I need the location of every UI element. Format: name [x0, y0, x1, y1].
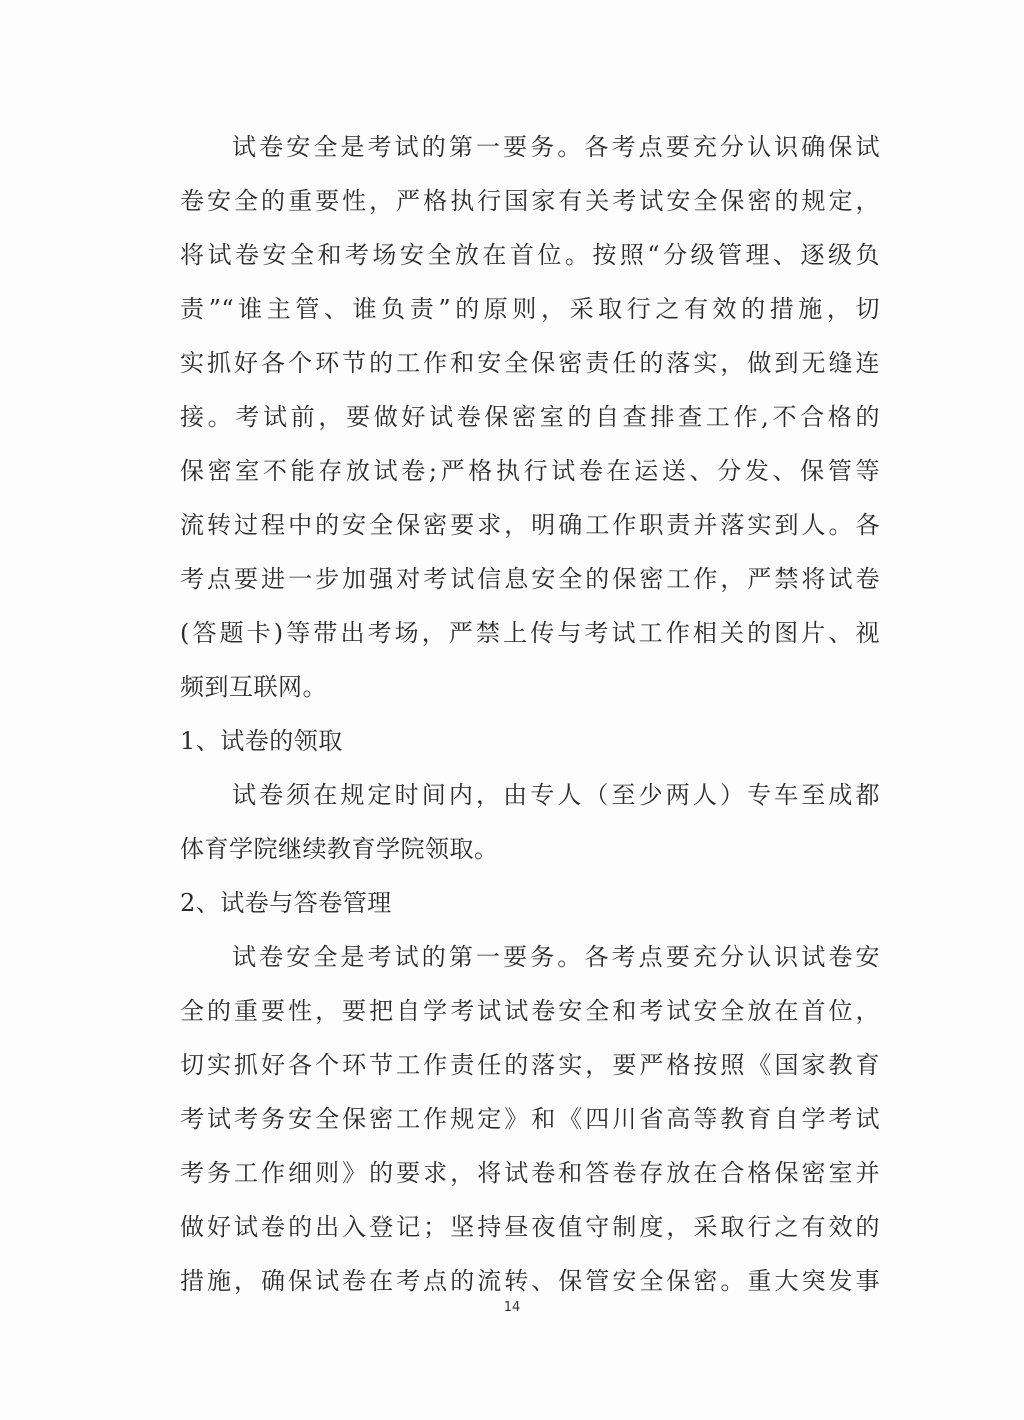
paragraph-line: 保密室不能存放试卷;严格执行试卷在运送、分发、保管等: [180, 457, 880, 485]
paragraph-line: 流转过程中的安全保密要求，明确工作职责并落实到人。各: [180, 511, 880, 539]
paragraph-line: 全的重要性，要把自学考试试卷安全和考试安全放在首位，: [180, 997, 880, 1025]
paragraph-line: 责”“谁主管、谁负责”的原则，采取行之有效的措施，切: [180, 295, 880, 323]
paragraph-line: 切实抓好各个环节工作责任的落实，要严格按照《国家教育: [180, 1051, 880, 1079]
paragraph-line: 试卷安全是考试的第一要务。各考点要充分认识试卷安: [232, 943, 880, 971]
page-number: 14: [503, 1300, 521, 1315]
paragraph-line: 实抓好各个环节的工作和安全保密责任的落实，做到无缝连: [180, 349, 880, 377]
paragraph-line: 措施，确保试卷在考点的流转、保管安全保密。重大突发事: [180, 1267, 880, 1295]
paragraph-line: 体育学院继续教育学院领取。: [180, 835, 499, 863]
paragraph-line: 试卷须在规定时间内，由专人（至少两人）专车至成都: [232, 781, 880, 809]
paragraph-line: 试卷安全是考试的第一要务。各考点要充分认识确保试: [232, 133, 880, 161]
paragraph-line: (答题卡)等带出考场，严禁上传与考试工作相关的图片、视: [180, 619, 880, 647]
paragraph-line: 接。考试前，要做好试卷保密室的自查排查工作,不合格的: [180, 403, 880, 431]
paragraph-line: 考点要进一步加强对考试信息安全的保密工作，严禁将试卷: [180, 565, 880, 593]
paragraph-line: 卷安全的重要性，严格执行国家有关考试安全保密的规定，: [180, 187, 880, 215]
paragraph-line: 将试卷安全和考场安全放在首位。按照“分级管理、逐级负: [180, 241, 880, 269]
paragraph-line: 频到互联网。: [180, 673, 327, 701]
paragraph-line: 考试考务安全保密工作规定》和《四川省高等教育自学考试: [180, 1105, 880, 1133]
paragraph-line: 考务工作细则》的要求，将试卷和答卷存放在合格保密室并: [180, 1159, 880, 1187]
paragraph-line: 做好试卷的出入登记；坚持昼夜值守制度，采取行之有效的: [180, 1213, 880, 1241]
section-heading: 2、试卷与答卷管理: [180, 889, 392, 917]
document-body: [180, 120, 880, 1308]
section-heading: 1、试卷的领取: [180, 727, 343, 755]
